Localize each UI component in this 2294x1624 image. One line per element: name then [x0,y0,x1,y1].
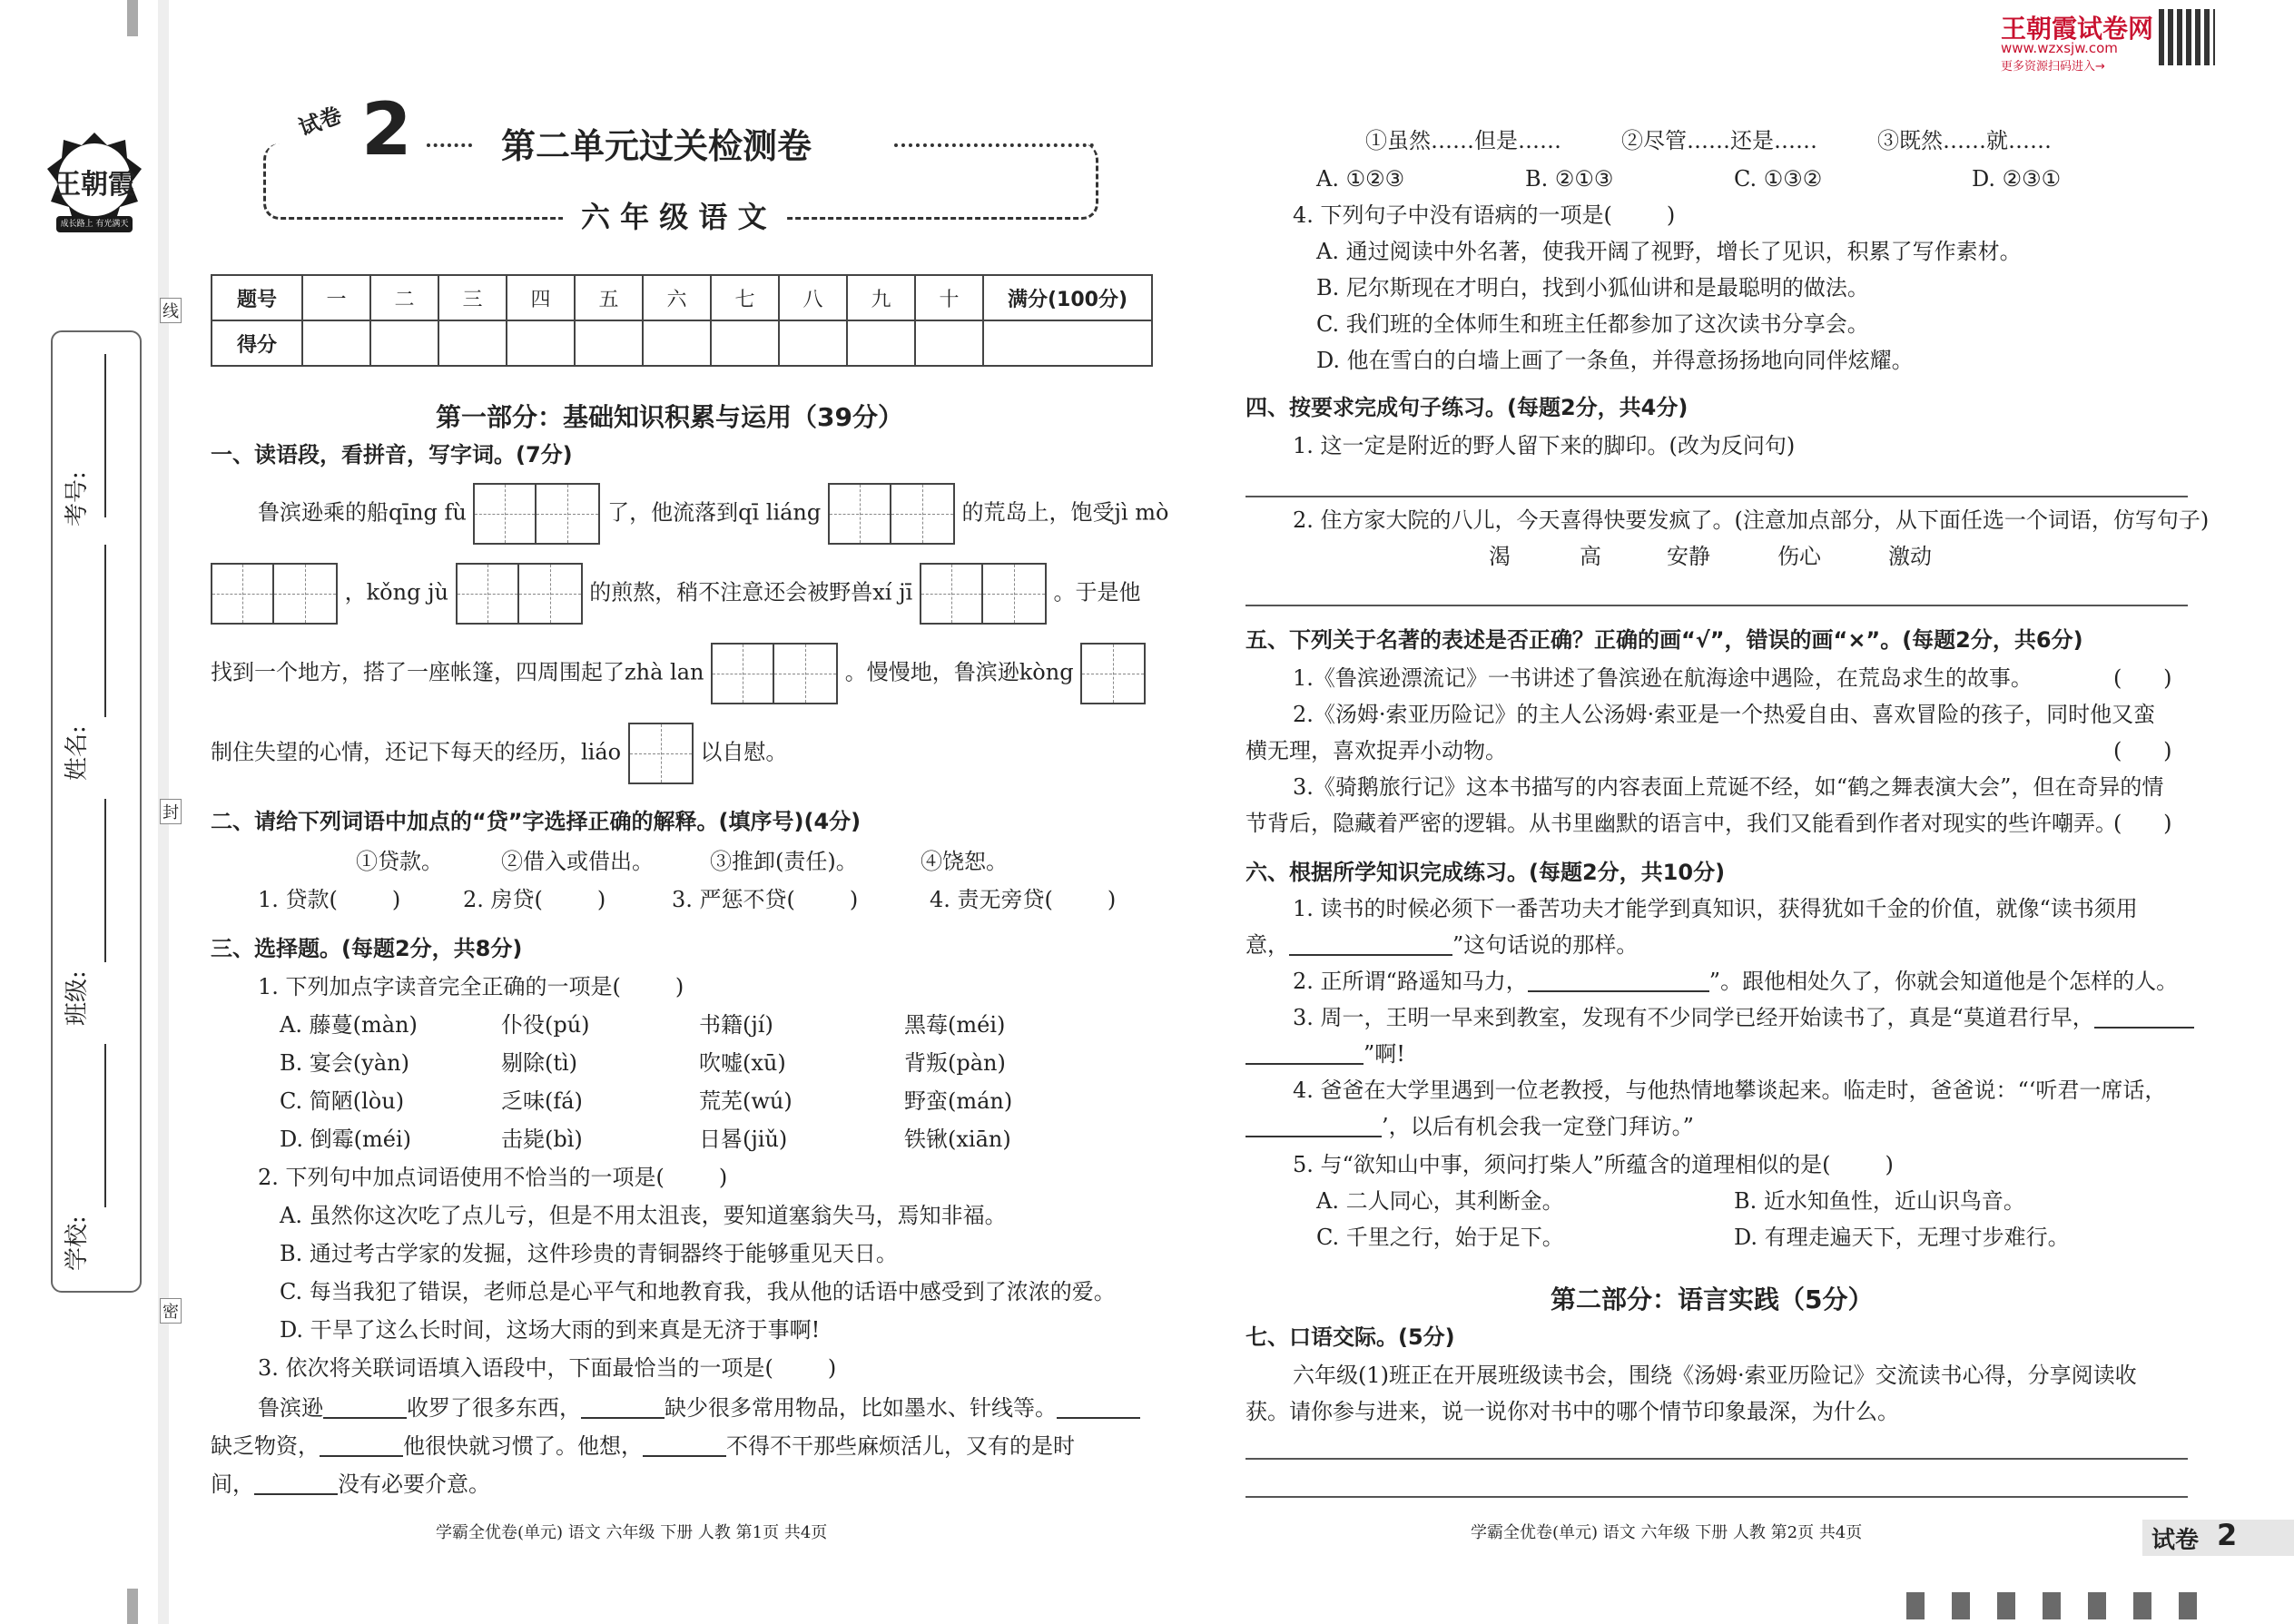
q3c-choice[interactable]: A. ①②③ [1316,166,1405,192]
qr-code-icon[interactable] [2159,9,2215,65]
q4-s1: 1. 这一定是附近的野人留下来的脚印。(改为反问句) [1293,433,1796,458]
site-url[interactable]: www.wzxsjw.com [2001,40,2118,56]
brand-logo [44,129,145,241]
q6-s5-option[interactable]: A. 二人同心，其利断金。 [1316,1188,1564,1214]
q2-item-label: 4. 责无旁贷( [930,887,1053,912]
q3-s2-option[interactable]: A. 虽然你这次吃了点儿亏，但是不用太沮丧，要知道塞翁失马，焉知非福。 [280,1203,1007,1228]
q3-s1-option[interactable]: B. 宴会(yàn) [280,1050,409,1076]
score-table-header: 四 [507,275,575,320]
q1-line1 [258,483,1169,545]
q2-option: ④饶恕。 [921,849,1008,874]
char-grid-2[interactable] [473,483,600,545]
score-cell[interactable] [847,320,915,366]
binding-mark-seal: 封 [160,799,182,824]
q4-s2: 2. 住方家大院的八儿，今天喜得快要发疯了。(注意加点部分，从下面任选一个词语，仿写句子) [1293,507,2210,533]
q3d-option[interactable]: D. 他在雪白的白墙上画了一条鱼，并得意扬扬地向同伴炫耀。 [1316,348,1914,373]
q1-text: 找到一个地方，搭了一座帐篷，四周围起了zhà lan [211,659,704,685]
passage-text: 没有必要介意。 [338,1471,490,1497]
score-cell[interactable] [983,320,1152,366]
q3-s1-option[interactable]: A. 藤蔓(màn) [280,1012,418,1038]
q6-text: ”这句话说的那样。 [1452,932,1639,958]
q3-s1-option: 黑莓(méi) [904,1012,1006,1038]
q3-s1-option: 书籍(jí) [699,1012,773,1038]
edge-stripe [2133,1592,2151,1619]
page-edge-left [127,1589,138,1624]
edge-stripe [1952,1592,1970,1619]
q4-word: 激动 [1888,544,1932,569]
judge-paren[interactable]: ( ) [2113,811,2172,836]
q3d: 4. 下列句子中没有语病的一项是( ) [1293,202,1676,228]
q3-s1-option: 野蛮(mán) [904,1088,1013,1114]
q3d-option[interactable]: A. 通过阅读中外名著，使我开阔了视野，增长了见识，积累了写作素材。 [1316,239,2022,264]
fill-blank[interactable] [1057,1393,1140,1419]
q4-word: 安静 [1667,544,1710,569]
q2-item-label: 3. 严惩不贷( [672,887,795,912]
judge-paren[interactable]: ( ) [2113,665,2172,691]
q3-s1-option: 吹嘘(xū) [699,1050,786,1076]
q1-text: ，kǒng jù [344,579,448,605]
q3-s1-option[interactable]: D. 倒霉(méi) [280,1127,412,1152]
q3-s1-option: 剔除(tì) [501,1050,578,1076]
score-cell[interactable] [370,320,438,366]
q3-s1-option: 荒芜(wú) [699,1088,793,1114]
fill-blank[interactable] [1245,1039,1364,1065]
exam-id-line[interactable] [104,354,106,517]
edge-stripe [2043,1592,2061,1619]
q3c-choice[interactable]: B. ②①③ [1525,166,1614,192]
q3-s3-passage [211,1469,490,1500]
q6-s5: 5. 与“欲知山中事，须问打柴人”所蕴含的道理相似的是( ) [1293,1152,1894,1177]
logo-motto: 成长路上 有光满天 [60,220,129,229]
q6-text: ”。跟他相处久了，你就会知道他是个怎样的人。 [1708,969,2179,994]
q1-text: 以自慰。 [700,739,788,765]
name-label: 姓名: [64,725,91,781]
corner-number: 2 [2217,1518,2238,1552]
q4-word: 伤心 [1777,544,1821,569]
char-grid-2[interactable] [920,563,1047,625]
q3-s1-text: 1. 下列加点字读音完全正确的一项是( [258,974,621,999]
score-cell[interactable] [507,320,575,366]
q3-s2: 2. 下列句中加点词语使用不恰当的一项是( ) [258,1165,728,1190]
passage-text: 收罗了很多东西， [407,1395,581,1421]
q2-item: 3. 严惩不贷( ) [672,887,859,912]
q6-s2 [1293,966,2178,997]
q4-title: 四、按要求完成句子练习。(每题2分，共4分) [1245,395,1689,420]
fill-blank[interactable] [1528,967,1709,992]
site-hint: 更多资源扫码进入→ [2001,60,2105,74]
q2-item: 1. 贷款( ) [258,887,401,912]
q2-option: ①贷款。 [356,849,443,874]
q6-text: 意， [1245,932,1289,958]
q6-s3a [1293,1002,2194,1033]
part1-title: 第一部分：基础知识积累与运用（39分） [436,402,903,432]
q6-s1b [1245,930,1638,960]
page-footer-left: 学霸全优卷(单元) 语文 六年级 下册 人教 第1页 共4页 [436,1523,828,1542]
q3-s1-option: 背叛(pàn) [904,1050,1006,1076]
fill-blank[interactable] [323,1393,407,1419]
score-table [211,274,1153,367]
q3-s3-passage [211,1431,1075,1462]
passage-text: 鲁滨逊 [258,1395,323,1421]
fill-blank[interactable] [254,1470,338,1495]
q6-s5-option[interactable]: C. 千里之行，始于足下。 [1316,1225,1564,1250]
school-line[interactable] [104,1044,106,1207]
score-table-header: 题号 [212,275,302,320]
q5-s3a: 3.《骑鹅旅行记》这本书描写的内容表面上荒诞不经，如“鹤之舞表演大会”，但在奇异的情 [1293,774,2164,800]
q3-s1: 1. 下列加点字读音完全正确的一项是( ) [258,974,684,999]
q1-text: 。于是他 [1053,579,1141,605]
q3c-option: ③既然……就…… [1877,128,2052,153]
exam-number: 2 [361,87,412,172]
q7-p2: 获。请你参与进来，说一说你对书中的哪个情节印象最深，为什么。 [1245,1399,1899,1424]
score-cell[interactable] [438,320,507,366]
q3-s1-option: 乏味(fá) [501,1088,583,1114]
q2-item-label: 1. 贷款( [258,887,338,912]
score-table-header: 十 [915,275,983,320]
q3d-option[interactable]: B. 尼尔斯现在才明白，找到小狐仙讲和是最聪明的做法。 [1316,275,1869,300]
passage-text: 缺少很多常用物品，比如墨水、针线等。 [665,1395,1057,1421]
q2-item: 4. 责无旁贷( ) [930,887,1117,912]
binding-mark-secret: 密 [160,1298,182,1324]
q3-s1-option: 日晷(jiǔ) [699,1127,788,1152]
q3-s2-text: 2. 下列句中加点词语使用不恰当的一项是( [258,1165,665,1190]
edge-stripe [2179,1592,2197,1619]
q3d-text: 4. 下列句子中没有语病的一项是( [1293,202,1612,228]
q1-text: 的煎熬，稍不注意还会被野兽xí jī [589,579,913,605]
passage-text: 不得不干那些麻烦活儿，又有的是时 [726,1433,1075,1459]
fill-blank[interactable] [1289,930,1452,956]
page-title: 第二单元过关检测卷 [501,126,812,166]
score-cell[interactable] [915,320,983,366]
q7-title: 七、口语交际。(5分) [1245,1324,1455,1350]
q3c-option: ①虽然……但是…… [1365,128,1561,153]
q2-option: ②借入或借出。 [501,849,654,874]
score-table-header-row [212,275,1152,320]
name-line[interactable] [104,545,106,717]
q1-text: 制住失望的心情，还记下每天的经历，liáo [211,739,622,765]
q1-text: 鲁滨逊乘的船qīng fù [258,499,467,526]
title-dash-left [427,143,472,147]
logo-text: 王朝霞 [54,169,135,201]
q5-s2a: 2.《汤姆·索亚历险记》的主人公汤姆·索亚是一个热爱自由、喜欢冒险的孩子，同时他又蛮 [1293,702,2156,727]
q6-text: 5. 与“欲知山中事，须问打柴人”所蕴含的道理相似的是( [1293,1152,1831,1177]
q3-s3: 3. 依次将关联词语填入语段中，下面最恰当的一项是( ) [258,1355,837,1381]
q6-s5-option[interactable]: B. 近水知鱼性，近山识鸟音。 [1734,1188,2025,1214]
q6-text: 3. 周一，王明一早来到教室，发现有不少同学已经开始读书了，真是“莫道君行早， [1293,1005,2094,1030]
score-table-header: 三 [438,275,507,320]
q3-s3-passage [258,1393,1140,1423]
q3-title: 三、选择题。(每题2分，共8分) [211,936,523,961]
fill-blank[interactable] [1245,1112,1382,1137]
answer-line[interactable] [1245,605,2188,606]
fill-blank[interactable] [643,1432,726,1457]
fill-blank[interactable] [2094,1003,2194,1029]
q1-text: 。慢慢地，鲁滨逊kòng [844,659,1074,685]
q3-s1-option: 击毙(bì) [501,1127,583,1152]
q6-s5-option[interactable]: D. 有理走遍天下，无理寸步难行。 [1734,1225,2070,1250]
edge-stripe [2088,1592,2106,1619]
q3-s1-option: 铁锹(xiān) [904,1127,1011,1152]
page-edge-left [127,0,138,36]
q5-s1: 1.《鲁滨逊漂流记》一书讲述了鲁滨逊在航海途中遇险，在荒岛求生的故事。 [1293,665,2033,691]
q2-item: 2. 房贷( ) [463,887,606,912]
q1-line4 [211,723,787,784]
class-line[interactable] [104,799,106,962]
q1-text: 了，他流落到qī liáng [607,499,822,526]
judge-paren[interactable]: ( ) [2113,738,2172,763]
char-grid-2[interactable] [211,563,338,625]
passage-text: 间， [211,1471,254,1497]
q6-text: ’，以后有机会我一定登门拜访。” [1382,1114,1694,1139]
q1-title: 一、读语段，看拼音，写字词。(7分) [211,442,573,468]
site-name: 王朝霞试卷网 [2001,14,2154,44]
school-label: 学校: [64,1216,91,1271]
answer-line[interactable] [1245,1496,2188,1498]
char-grid-2[interactable] [711,643,838,704]
class-label: 班级: [64,970,91,1026]
char-grid-1[interactable] [1080,643,1146,704]
q2-option: ③推卸(责任)。 [710,849,858,874]
q7-p1: 六年级(1)班正在开展班级读书会，围绕《汤姆·索亚历险记》交流读书心得，分享阅读收 [1293,1363,2137,1388]
corner-tag: 试卷 [2151,1527,2200,1554]
q3c-option: ②尽管……还是…… [1621,128,1817,153]
q2-item-label: 2. 房贷( [463,887,543,912]
score-table-header: 满分(100分) [983,275,1152,320]
score-table-header: 九 [847,275,915,320]
q2-title: 二、请给下列词语中加点的“贷”字选择正确的解释。(填序号)(4分) [211,809,861,834]
score-table-header: 八 [779,275,847,320]
score-cell[interactable] [711,320,779,366]
q6-text: 2. 正所谓“路遥知马力， [1293,969,1528,994]
passage-text: 他很快就习惯了。他想， [403,1433,643,1459]
q3-s3-text: 3. 依次将关联词语填入语段中，下面最恰当的一项是( [258,1355,773,1381]
page-subtitle: 六 年 级 语 文 [563,194,785,236]
score-table-header: 二 [370,275,438,320]
char-grid-2[interactable] [828,483,955,545]
q6-s3b [1245,1038,1405,1069]
score-cell[interactable] [575,320,643,366]
q1-line2 [211,563,1141,625]
page-footer-right: 学霸全优卷(单元) 语文 六年级 下册 人教 第2页 共4页 [1471,1523,1863,1542]
q3d-option[interactable]: C. 我们班的全体师生和班主任都参加了这次读书分享会。 [1316,311,1869,337]
answer-line[interactable] [1245,1458,2188,1460]
q3-s2-option[interactable]: C. 每当我犯了错误，老师总是心平气和地教育我，我从他的话语中感受到了浓浓的爱。 [280,1279,1116,1304]
fill-blank[interactable] [320,1432,403,1457]
q5-title: 五、下列关于名著的表述是否正确？正确的画“√”，错误的画“×”。(每题2分，共6分) [1245,627,2083,653]
q3-s2-option[interactable]: D. 干旱了这么长时间，这场大雨的到来真是无济于事啊! [280,1317,821,1343]
q4-word: 渴 [1489,544,1511,569]
answer-line[interactable] [1245,496,2188,497]
exam-tag: 试卷 [295,102,346,142]
fill-blank[interactable] [581,1393,665,1419]
q1-line3 [211,643,1146,704]
score-table-header: 六 [643,275,711,320]
q3-s1-option[interactable]: C. 简陋(lòu) [280,1088,405,1114]
score-table-header: 一 [302,275,370,320]
q6-s1a: 1. 读书的时候必须下一番苦功夫才能学到真知识，获得犹如千金的价值，就像“读书须用 [1293,896,2138,921]
char-grid-1[interactable] [628,723,694,784]
q3c-choice[interactable]: D. ②③① [1972,166,2062,192]
score-table-score-row [212,320,1152,366]
exam-id-label: 考号: [64,471,91,527]
q3-s1-option: 仆役(pú) [501,1012,590,1038]
q3-s2-option[interactable]: B. 通过考古学家的发掘，这件珍贵的青铜器终于能够重见天日。 [280,1241,898,1266]
q4-word: 高 [1580,544,1601,569]
q6-s4a: 4. 爸爸在大学里遇到一位老教授，与他热情地攀谈起来。临走时，爸爸说：“‘听君一席话， [1293,1078,2167,1103]
score-label: 得分 [212,320,302,366]
title-dash-right [894,143,1094,147]
char-grid-2[interactable] [456,563,583,625]
q6-text: ”啊! [1364,1041,1405,1067]
q3c-choice[interactable]: C. ①③② [1734,166,1823,192]
binding-mark-line: 线 [160,298,182,323]
passage-text: 缺乏物资， [211,1433,320,1459]
q5-s2b: 横无理，喜欢捉弄小动物。 [1245,738,1507,763]
edge-stripe [1906,1592,1925,1619]
score-cell[interactable] [643,320,711,366]
q6-title: 六、根据所学知识完成练习。(每题2分，共10分) [1245,860,1726,885]
score-table-header: 五 [575,275,643,320]
edge-stripe [1997,1592,2015,1619]
score-cell[interactable] [779,320,847,366]
q1-text: 的荒岛上，饱受jì mò [961,499,1169,526]
score-table-header: 七 [711,275,779,320]
q5-s3b: 节背后，隐藏着严密的逻辑。从书里幽默的语言中，我们又能看到作者对现实的些许嘲弄。 [1245,811,2117,836]
part2-title: 第二部分：语言实践（5分） [1551,1284,1874,1314]
score-cell[interactable] [302,320,370,366]
q6-s4b [1245,1111,1694,1142]
